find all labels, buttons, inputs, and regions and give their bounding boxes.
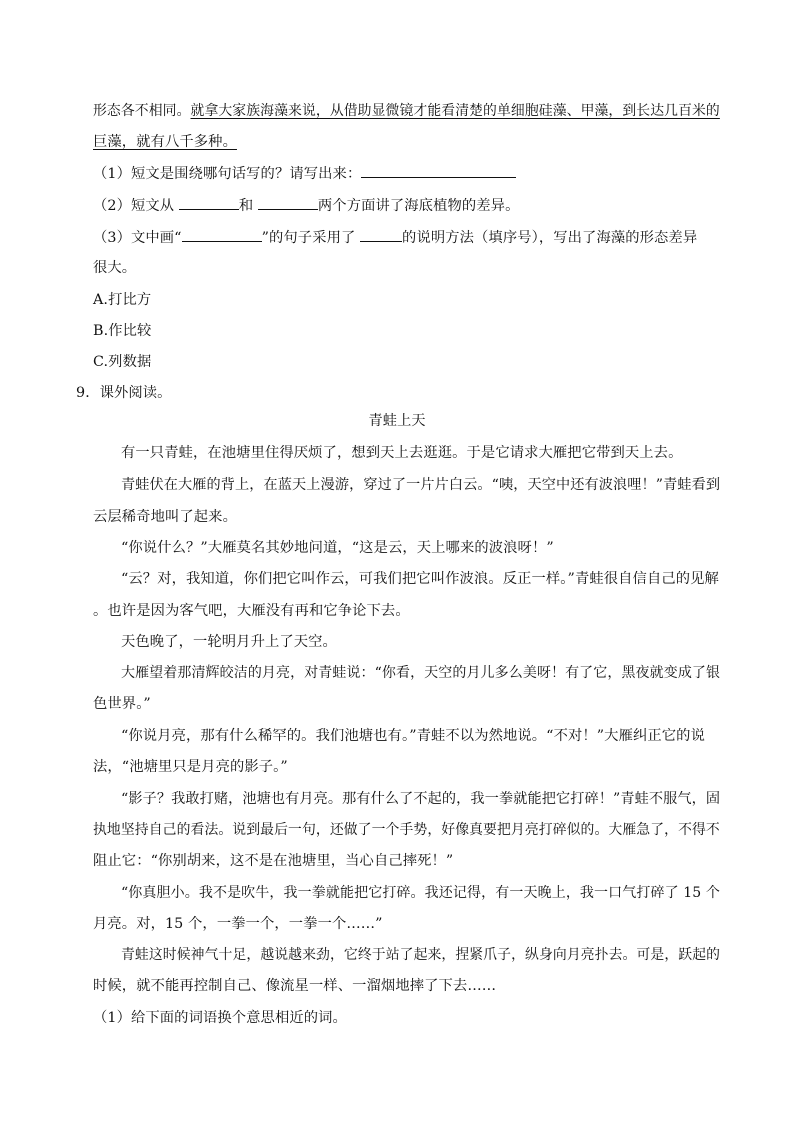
q8-sub2 [93, 195, 519, 216]
q8-sub2-blank-2[interactable] [258, 195, 318, 210]
story-para-10-line-1: 青蛙这时候神气十足，越说越来劲，它终于站了起来，捏紧爪子，纵身向月亮扑去。可是，跃起的 [121, 947, 721, 963]
q8-option-c: C.列数据 [93, 354, 152, 370]
story-para-4-line-1: “云？对，我知道，你们把它叫作云，可我们把它叫作波浪。反正一样。”青蛙很自信自己的见解 [121, 571, 719, 587]
story-para-2-line-1: 青蛙伏在大雁的背上，在蓝天上漫游，穿过了一片片白云。“咦，天空中还有波浪哩！”青蛙看到 [121, 477, 721, 493]
q8-sub3-mid: ”的句子采用了 [261, 230, 356, 246]
q8-option-b: B.作比较 [93, 323, 152, 339]
passage-underlined-sentence: 就拿大家族海藻来说，从借助显微镜才能看清楚的单细胞硅藻、甲藻，到长达几百米的 [190, 103, 720, 119]
q8-sub3-blank-2[interactable] [360, 227, 402, 242]
passage-plain-text: 形态各不相同。 [93, 103, 191, 119]
story-para-7-line-2: 法，“池塘里只是月亮的影子。” [93, 759, 288, 775]
story-para-9-line-1: “你真胆小。我不是吹牛，我一拳就能把它打碎。我还记得，有一天晚上，我一口气打碎了 15 个 [121, 885, 720, 901]
q8-sub1-label: （1）短文是围绕哪句话写的？请写出来： [93, 166, 362, 182]
story-para-2-line-2: 云层稀奇地叫了起来。 [93, 509, 237, 525]
q8-option-a: A.打比方 [93, 292, 152, 308]
story-para-1-line-1: 有一只青蛙，在池塘里住得厌烦了，想到天上去逛逛。于是它请求大雁把它带到天上去。 [121, 445, 683, 461]
q8-sub1 [93, 163, 516, 184]
q8-sub2-after: 两个方面讲了海底植物的差异。 [317, 198, 520, 214]
story-para-3-line-1: “你说什么？”大雁莫名其妙地问道，“这是云，天上哪来的波浪呀！” [121, 540, 554, 556]
story-para-8-line-1: “影子？我敢打赌，池塘也有月亮。那有什么了不起的，我一拳就能把它打碎！”青蛙不服气，固 [121, 791, 721, 807]
story-para-6-line-1: 大雁望着那清辉皎洁的月亮，对青蛙说：“你看，天空的月儿多么美呀！有了它，黑夜就变成了银 [121, 665, 721, 681]
q9-sub1: （1）给下面的词语换个意思相近的词。 [93, 1010, 347, 1026]
q8-sub1-answer-blank[interactable] [361, 163, 516, 178]
story-para-4-line-2: 。也许是因为客气吧，大雁没有再和它争论下去。 [93, 603, 410, 619]
q8-sub2-mid: 和 [238, 198, 254, 214]
story-para-10-line-2: 时候，就不能再控制自己、像流星一样、一溜烟地摔了下去…… [93, 978, 497, 994]
story-para-8-line-3: 阻止它：“你别胡来，这不是在池塘里，当心自己摔死！” [93, 853, 454, 869]
story-para-6-line-2: 色世界。” [93, 696, 151, 712]
story-para-5-line-1: 天色晚了，一轮明月升上了天空。 [121, 634, 337, 650]
q8-sub3-label: （3）文中画“ [93, 230, 182, 246]
q8-sub3-after: 的说明方法（填序号），写出了海藻的形态差异 [402, 230, 698, 246]
q9-header: 9．课外阅读。 [76, 385, 172, 401]
passage-line-2 [93, 132, 237, 152]
story-para-9-line-2: 月亮。对，15 个，一拳一个，一拳一个……” [93, 916, 383, 932]
q8-sub2-blank-1[interactable] [179, 195, 239, 210]
story-title: 青蛙上天 [368, 413, 426, 429]
q8-sub3-line2: 很大。 [93, 260, 137, 276]
story-para-7-line-1: “你说月亮，那有什么稀罕的。我们池塘也有。”青蛙不以为然地说。“不对！”大雁纠正它的说 [121, 728, 705, 744]
passage-underlined-sentence-end: 巨藻，就有八千多种。 [93, 134, 237, 150]
q8-sub2-label: （2）短文从 [93, 198, 175, 214]
passage-line-1 [93, 101, 720, 121]
story-para-8-line-2: 执地坚持自己的看法。说到最后一句，还做了一个手势，好像真要把月亮打碎似的。大雁急了，不得不 [93, 822, 720, 838]
q8-sub3 [93, 227, 697, 248]
q8-sub3-blank-1[interactable] [182, 227, 262, 242]
